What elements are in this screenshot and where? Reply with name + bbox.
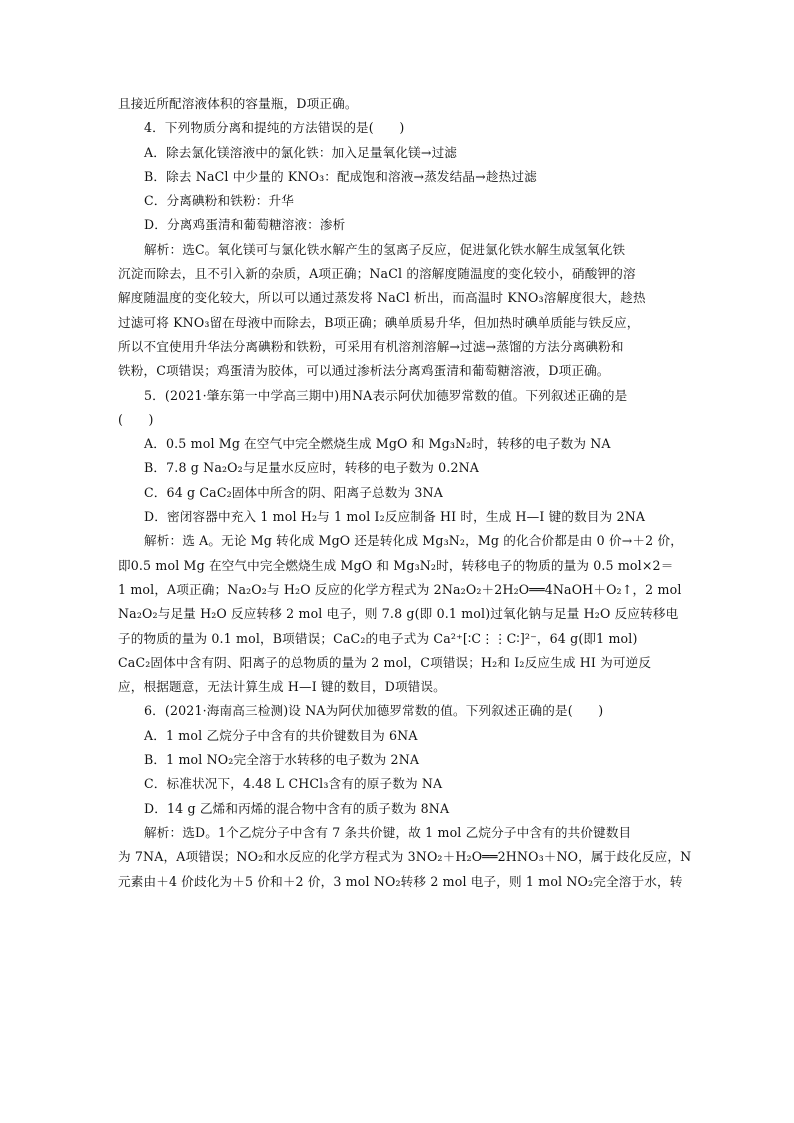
question-5-option-d: D．密闭容器中充入 1 mol H₂与 1 mol I₂反应制备 HI 时，生成 H—I 键的数目为 2NA	[144, 509, 646, 525]
text-line-24: CaC₂固体中含有阴、阳离子的总物质的量为 2 mol，C项错误；H₂和 I₂反应生成 HI 为可逆反	[118, 654, 652, 670]
question-5-answer-blank: ( )	[118, 411, 154, 427]
question-4-option-c: C．分离碘粉和铁粉：升华	[144, 193, 294, 209]
text-line-11: 所以不宜使用升华法分离碘粉和铁粉，可采用有机溶剂溶解→过滤→蒸馏的方法分离碘粉和	[118, 338, 624, 354]
question-6-analysis: 解析：选D。1个乙烷分子中含有 7 条共价键，故 1 mol 乙烷分子中含有的共价键数目	[144, 824, 632, 840]
text-line-8: 沉淀而除去，且不引入新的杂质，A项正确；NaCl 的溶解度随温度的变化较小，硝酸钾的溶	[118, 266, 636, 282]
text-line-32: 为 7NA，A项错误；NO₂和水反应的化学方程式为 3NO₂＋H₂O══2HNO₃＋NO，属于歧化反应，N	[118, 849, 692, 865]
question-4-option-b: B．除去 NaCl 中少量的 KNO₃：配成饱和溶液→蒸发结晶→趁热过滤	[144, 168, 537, 184]
text-line-22: Na₂O₂与足量 H₂O 反应转移 2 mol 电子，则 7.8 g(即 0.1 mol)过氧化钠与足量 H₂O 反应转移电	[118, 606, 679, 622]
question-6-option-b: B．1 mol NO₂完全溶于水转移的电子数为 2NA	[144, 752, 420, 768]
question-5-option-b: B．7.8 g Na₂O₂与足量水反应时，转移的电子数为 0.2NA	[144, 460, 480, 476]
text-line-21: 1 mol，A项正确；Na₂O₂与 H₂O 反应的化学方程式为 2Na₂O₂＋2H₂O══4NaOH＋O₂↑，2 mol	[118, 581, 682, 597]
text-line-10: 过滤可将 KNO₃留在母液中而除去，B项正确；碘单质易升华，但加热时碘单质能与铁反应，	[118, 314, 640, 330]
text-line-23: 子的物质的量为 0.1 mol，B项错误；CaC₂的电子式为 Ca²⁺[∶C⋮⋮C∶]²⁻，64 g(即1 mol)	[118, 630, 638, 646]
question-4-option-d: D．分离鸡蛋清和葡萄糖溶液：渗析	[144, 217, 346, 233]
question-4-analysis: 解析：选C。氧化镁可与氯化铁水解产生的氢离子反应，促进氯化铁水解生成氢氧化铁	[144, 241, 626, 257]
text-line-20: 即0.5 mol Mg 在空气中完全燃烧生成 MgO 和 Mg₃N₂时，转移电子的物质的量为 0.5 mol×2＝	[118, 557, 674, 573]
text-line-12: 铁粉，C项错误；鸡蛋清为胶体，可以通过渗析法分离鸡蛋清和葡萄糖溶液，D项正确。	[118, 363, 610, 379]
text-line-33: 元素由＋4 价歧化为＋5 价和＋2 价，3 mol NO₂转移 2 mol 电子，则 1 mol NO₂完全溶于水，转	[118, 873, 683, 889]
text-line-25: 应，根据题意，无法计算生成 H—I 键的数目，D项错误。	[118, 679, 446, 695]
question-5-stem: 5．(2021·肇东第一中学高三期中)用NA表示阿伏加德罗常数的值。下列叙述正确的是	[144, 387, 628, 403]
question-6-option-d: D．14 g 乙烯和丙烯的混合物中含有的质子数为 8NA	[144, 800, 450, 816]
question-4-option-a: A．除去氯化镁溶液中的氯化铁：加入足量氧化镁→过滤	[144, 144, 458, 160]
question-6-option-c: C．标准状况下，4.48 L CHCl₃含有的原子数为 NA	[144, 776, 443, 792]
question-5-analysis: 解析：选 A。无论 Mg 转化成 MgO 还是转化成 Mg₃N₂，Mg 的化合价都是由 0 价→＋2 价，	[144, 533, 683, 549]
question-5-option-a: A．0.5 mol Mg 在空气中完全燃烧生成 MgO 和 Mg₃N₂时，转移的电子数为 NA	[144, 436, 611, 452]
question-4-stem: 4．下列物质分离和提纯的方法错误的是( )	[144, 120, 405, 136]
text-line-1: 且接近所配溶液体积的容量瓶，D项正确。	[118, 96, 358, 111]
question-6-stem: 6．(2021·海南高三检测)设 NA为阿伏加德罗常数的值。下列叙述正确的是( )	[144, 703, 604, 719]
text-line-9: 解度随温度的变化较大，所以可以通过蒸发将 NaCl 析出，而高温时 KNO₃溶解度很大，趁热	[118, 290, 646, 306]
document-page	[118, 92, 692, 894]
question-6-option-a: A．1 mol 乙烷分子中含有的共价键数目为 6NA	[144, 727, 418, 743]
question-5-option-c: C．64 g CaC₂固体中所含的阴、阳离子总数为 3NA	[144, 484, 443, 500]
